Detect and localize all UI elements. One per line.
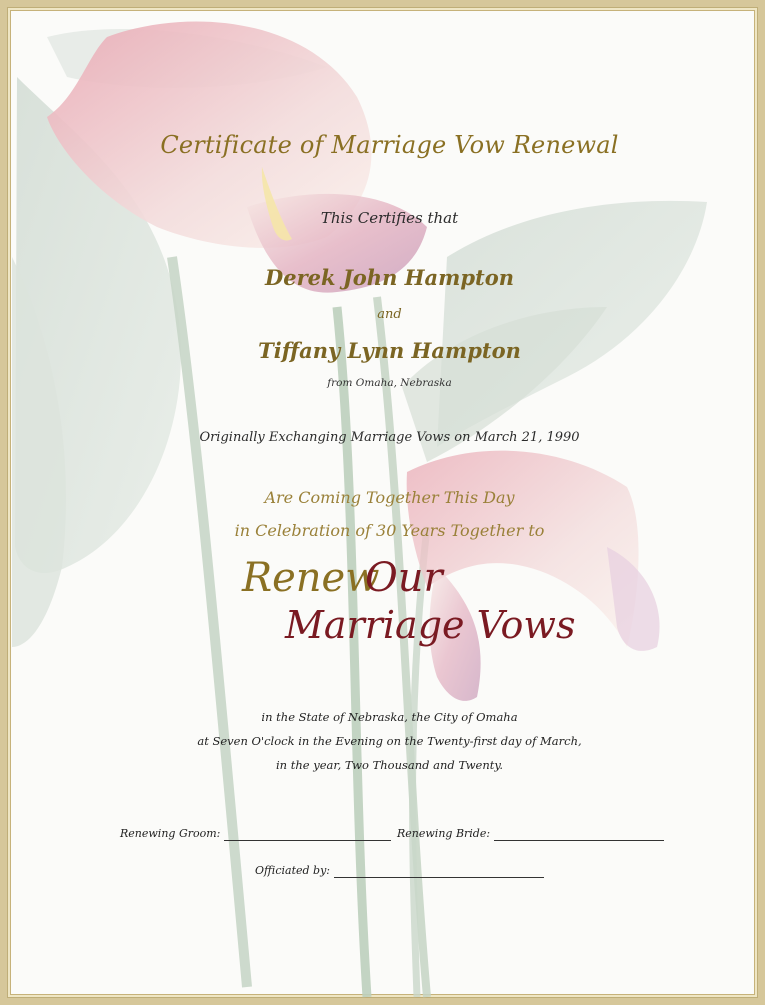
headline-renew: Renew (242, 555, 380, 601)
bride-name: Tiffany Lynn Hampton (258, 338, 521, 363)
location-line-1: in the State of Nebraska, the City of Omaha (261, 710, 518, 724)
coming-together-text: Are Coming Together This Day (264, 488, 515, 507)
original-vows-text: Originally Exchanging Marriage Vows on March 21, 1990 (199, 430, 580, 445)
and-text: and (377, 307, 402, 322)
bride-signature-line[interactable] (494, 827, 664, 841)
certificate-title: Certificate of Marriage Vow Renewal (160, 131, 619, 159)
certifies-text: This Certifies that (320, 209, 459, 227)
headline-our: Our (365, 555, 443, 601)
location-line-3: in the year, Two Thousand and Twenty. (275, 758, 504, 772)
bride-signature-label: Renewing Bride: (397, 827, 491, 840)
headline-marriage-vows: Marriage Vows (285, 603, 576, 647)
groom-signature-row (120, 827, 391, 841)
hometown-text: from Omaha, Nebraska (327, 377, 452, 389)
bride-signature-row (397, 827, 664, 841)
officiant-signature-line[interactable] (334, 864, 544, 878)
officiant-signature-label: Officiated by: (255, 864, 330, 877)
officiant-signature-row (255, 864, 544, 878)
celebration-text: in Celebration of 30 Years Together to (234, 521, 545, 540)
groom-signature-line[interactable] (224, 827, 391, 841)
location-line-2: at Seven O'clock in the Evening on the Twenty-first day of March, (197, 734, 582, 748)
groom-name: Derek John Hampton (265, 265, 514, 290)
groom-signature-label: Renewing Groom: (120, 827, 221, 840)
